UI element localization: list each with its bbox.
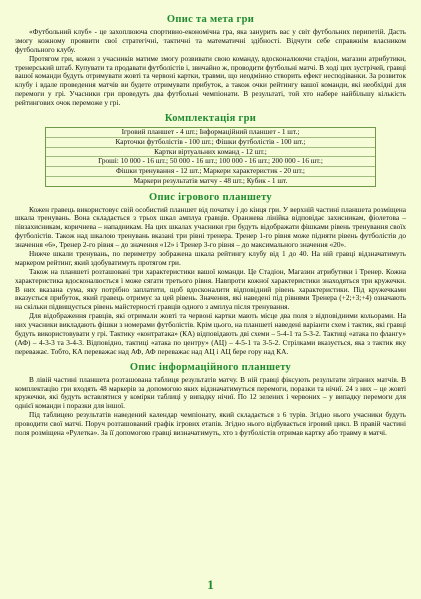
- kit-row: Картки віртуальних команд - 12 шт.;: [46, 147, 375, 157]
- paragraph: Під таблицею результатів наведений календар чемпіонату, який складається з 6 турів. Згідно нього учасники будуть проводити свої матчі. Поруч розташований графік ігрових етапів. Згідно нього відбувається ігровий цикл. В правій частині поля розміщена «Рулетка». За її допомогою гравці визначатимуть, хто з футболістів отримав картку або травму в матчі.: [15, 410, 406, 437]
- kit-row: Карточки футболістів - 100 шт.; Фішки футболістів - 100 шт.;: [46, 137, 375, 147]
- paragraph: «Футбольний клуб» - це захоплююча спортивно-економічна гра, яка занурить вас у світ футбольних перипетій. Дасть змогу кожному проявити свої стратегічні, тактичні та математичні здібності. Відчути себе справжнім власником футбольного клубу.: [15, 27, 406, 54]
- paragraph: Для відображення гравців, які отримали жовті та червоні картки мають місце два поля з відповідними кольорами. На них учасники викладають фішки з номерами футболістів. Крім цього, на планшеті наведені варіанти схем і тактик, які гравці будуть використовувати у грі. Тактику «контратака» (КА) відповідають дві схеми – 5-4-1 та 5-3-2. Тактиці «атака по флангу» (АФ) – 4-3-3 та 3-4-3. Відповідно, тактиці «атака по центру» (АЦ) – 4-5-1 та 3-5-2. Стрілками вказується, яка з тактик яку переважає. Тобто, КА переважає над АФ, АФ переважає над АЦ і АЦ бере гору над КА.: [15, 311, 406, 356]
- paragraph: Також на планшеті розташовані три характеристики вашої команди. Це Стадіон, Магазин атрибутики і Тренер. Кожна характеристика вдосконалюється і може сягати третього рівня. Навпроти кожної характеристики знаходяться три кружечки. В них вказана сума, яку потрібно заплатити, щоб вдосконалити відповідний рівень характеристики. Під кружечками вказується прибуток, який гравець отримує за цей рівень. Значення, які наведені під рівнями Тренера (+2;+3;+4) означають на скільки підвищується рівень майстерності гравців одного з амплуа після тренування.: [15, 266, 406, 312]
- kit-row: Гроші: 10 000 - 16 шт.; 50 000 - 16 шт.; 100 000 - 16 шт.; 200 000 - 16 шт.;: [46, 156, 375, 166]
- paragraph: Кожен гравець використовує свій особистий планшет від початку і до кінця гри. У верхній частині планшета розміщена шкала тренувань. Вона складається з трьох шкал амплуа гравців. Оранжева лінійка відповідає захисникам, фіолетова – півзахисникам, коричнева – нападникам. На цих шкалах учасники гри будуть відображати фішками рівень тренування своїх футболістів. Також над шкалою тренувань вказані три рівні тренера. Тренер 1-го рівня може підняти рівень футболістів до значення «6», Тренер 2-го рівня – до значення «12» і Тренер 3-го рівня – до максимального значення «20».: [15, 204, 406, 250]
- section-title-description: Опис та мета гри: [166, 14, 255, 25]
- kit-table: [45, 127, 376, 187]
- section-title-kit: Комплектація гри: [164, 113, 257, 125]
- kit-row: Маркери результатів матчу - 48 шт.; Кубик - 1 шт.: [46, 176, 375, 186]
- kit-row: Фішки тренування - 12 шт.; Маркери характеристик - 20 шт.;: [46, 166, 375, 176]
- section-title-info-board: Опис інформаційного планшету: [129, 361, 292, 373]
- paragraph: Нижче шкали тренувань, по периметру зображена шкала рейтингу клубу від 1 до 40. На ній гравці відзначатимуть маркером рейтинг, який здобуватимуть протягом гри.: [15, 248, 406, 267]
- kit-row: Ігровий планшет - 4 шт.; Інформаційний планшет - 1 шт.;: [121, 127, 300, 137]
- paragraph: В лівій частині планшета розташована таблиця результатів матчу. В ній гравці фіксують результати зіграних матчів. В комплектацію гри входять 48 маркерів за допомогою яких відзначатимуться перемоги, поразки та нічиї. 24 з них – це жовті кружечки, які будуть вставлятися у комірки таблиці у випадку нічиї. По 12 зелених і червоних – у випадку перемоги для однієї команди і поразки для іншої.: [15, 374, 406, 411]
- page-number: 1: [207, 577, 214, 592]
- paragraph: Протягом гри, кожен з учасників матиме змогу розвивати свою команду, вдосконалюючи стадіон, магазин атрибутики, тренерський штаб. Купувати та продавати футболістів і, звичайно ж, проводити футбольні матчі. В ході цих зустрічей, гравці вашої команди будуть отримувати жовті та червоні картки, травми, що неодмінно створить ефект несподіванки. За розвиток клубу і вдале проведення матчів ви будете отримувати прибуток, а також очки рейтингу вашої команди, які необхідні для перемоги у грі. Учасники гри проведуть два футбольні чемпіонати. В результаті, той хто набере найбільшу кількість рейтингових очок переможе у грі.: [15, 53, 406, 108]
- section-title-game-board: Опис ігрового планшету: [149, 191, 272, 203]
